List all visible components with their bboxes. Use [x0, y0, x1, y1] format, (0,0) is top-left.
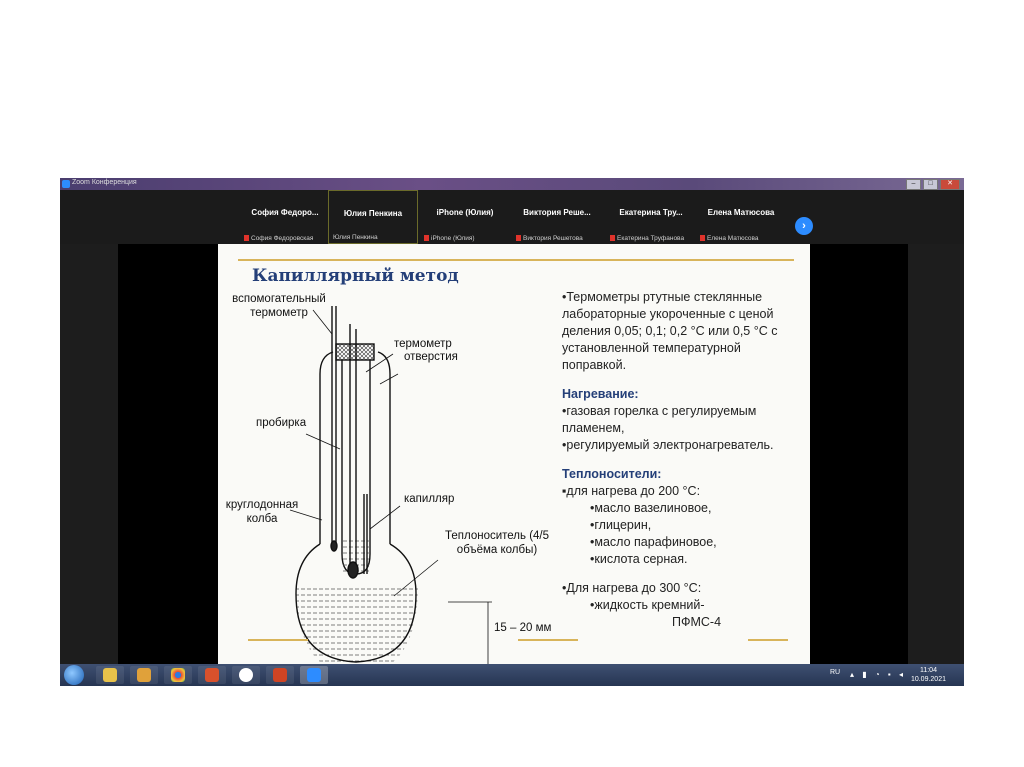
- participant-name: Елена Матюсова: [707, 208, 775, 217]
- zoom-app-icon: [62, 180, 70, 188]
- label-thermometer: термометр: [394, 338, 452, 350]
- presentation-slide: [218, 244, 810, 664]
- clock-date: 10.09.2021: [910, 676, 946, 683]
- heating-item: •регулируемый электронагреватель.: [562, 438, 774, 452]
- mic-muted-icon: [610, 235, 615, 241]
- participant-label: Виктория Решетова: [523, 235, 583, 242]
- slide-divider: [248, 639, 308, 641]
- mic-muted-icon: [700, 235, 705, 241]
- label-capillary: капилляр: [404, 493, 455, 505]
- participant-name: iPhone (Юлия): [436, 208, 494, 217]
- chevron-right-icon[interactable]: ›: [795, 217, 813, 235]
- mic-muted-icon: [516, 235, 521, 241]
- participant-label: iPhone (Юлия): [431, 235, 475, 242]
- window-title: Zoom Конференция: [72, 179, 137, 186]
- taskbar: [60, 664, 964, 686]
- participant-tile[interactable]: [420, 190, 510, 244]
- participant-name: Екатерина Тру...: [619, 208, 683, 217]
- participant-strip: [60, 190, 964, 244]
- label-aux-thermometer: вспомогательный термометр: [232, 293, 326, 319]
- label-holes: отверстия: [404, 351, 458, 363]
- label-tube: пробирка: [256, 417, 307, 429]
- participant-name: Юлия Пенкина: [343, 209, 403, 218]
- participant-name: Виктория Реше...: [523, 208, 591, 217]
- label-distance: 15 – 20 мм: [494, 622, 552, 634]
- media-player-icon[interactable]: [130, 666, 158, 684]
- participant-label: Юлия Пенкина: [333, 234, 378, 241]
- title-bar: [60, 178, 964, 190]
- label-heat-carrier: Теплоноситель (4/5 объёма колбы): [444, 530, 550, 556]
- carrier-item-cut: ПФМС-4: [672, 615, 722, 629]
- participant-tile[interactable]: [606, 190, 696, 244]
- app-icon[interactable]: [198, 666, 226, 684]
- carrier-item: •глицерин,: [590, 518, 652, 532]
- mic-muted-icon: [424, 235, 429, 241]
- participant-name: София Федоро...: [251, 208, 319, 217]
- participant-tile[interactable]: [328, 190, 418, 244]
- explorer-icon[interactable]: [96, 666, 124, 684]
- slide-divider: [518, 639, 578, 641]
- windows-start-icon[interactable]: [64, 665, 84, 685]
- slide-title: Капиллярный метод: [252, 266, 459, 286]
- label-flask: круглодонная колба: [225, 499, 299, 525]
- yandex-browser-icon[interactable]: [232, 666, 260, 684]
- zoom-taskbar-icon[interactable]: [300, 666, 328, 684]
- powerpoint-icon[interactable]: [266, 666, 294, 684]
- minimize-button[interactable]: –: [906, 179, 921, 190]
- participant-tile[interactable]: [696, 190, 786, 244]
- participant-label: София Федоровская: [251, 235, 314, 242]
- carriers-200-heading: ▪для нагрева до 200 °С:: [562, 484, 701, 498]
- system-tray: [824, 664, 964, 686]
- close-button[interactable]: ✕: [940, 179, 960, 190]
- clock[interactable]: [911, 666, 946, 684]
- carriers-300-heading: •Для нагрева до 300 °С:: [562, 581, 702, 595]
- mic-muted-icon: [244, 235, 249, 241]
- participant-label: Елена Матюсова: [707, 235, 759, 242]
- slide-divider: [748, 639, 788, 641]
- slide-text: [562, 289, 807, 631]
- heating-item: •газовая горелка с регулируемым пламенем,: [562, 404, 757, 435]
- carrier-item: •кислота серная.: [590, 552, 688, 566]
- heating-heading: Нагревание:: [562, 387, 639, 401]
- participant-tile[interactable]: [240, 190, 330, 244]
- carrier-item: •масло парафиновое,: [590, 535, 717, 549]
- thermometer-text: •Термометры ртутные стеклянные лабораторные укороченные с ценой деления 0,05; 0,1; 0,2 °С или 0,5 °С с установленной температурной поправкой.: [562, 290, 778, 372]
- clock-time: 11:04: [919, 667, 937, 674]
- participant-label: Екатерина Труфанова: [617, 235, 685, 242]
- participant-tile[interactable]: [512, 190, 602, 244]
- tray-icons[interactable]: ▴ ▮ ◔ ▪ ◂: [850, 670, 906, 679]
- carriers-heading: Теплоносители:: [562, 467, 662, 481]
- chrome-icon[interactable]: [164, 666, 192, 684]
- flask-drawing: [290, 306, 492, 664]
- zoom-window: [60, 178, 964, 686]
- carrier-item: •жидкость кремний-: [590, 598, 705, 612]
- maximize-button[interactable]: □: [923, 179, 938, 190]
- language-indicator[interactable]: RU: [830, 669, 841, 676]
- carrier-item: •масло вазелиновое,: [590, 501, 712, 515]
